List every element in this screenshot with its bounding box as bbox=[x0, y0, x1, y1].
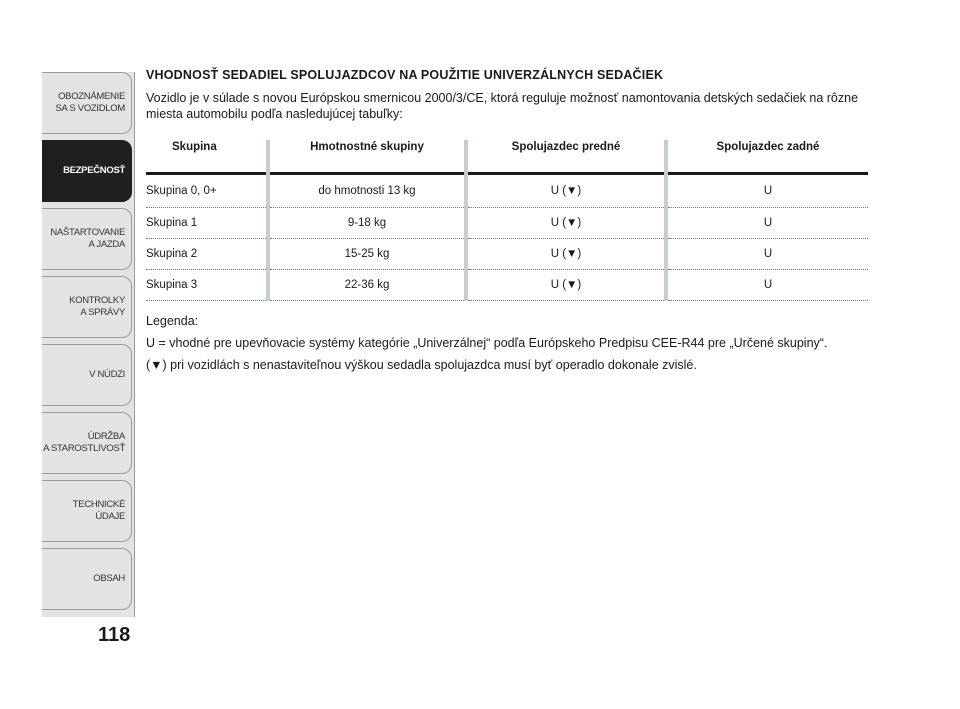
legend-title: Legenda: bbox=[146, 314, 199, 328]
header-skupina: Skupina bbox=[146, 140, 268, 174]
tab-obsah[interactable]: OBSAH bbox=[42, 548, 132, 610]
cell-weight: 15-25 kg bbox=[268, 239, 466, 270]
cell-group: Skupina 0, 0+ bbox=[146, 174, 268, 208]
cell-group: Skupina 2 bbox=[146, 239, 268, 270]
cell-front-seat: U (▼) bbox=[466, 239, 666, 270]
chapter-tabs bbox=[42, 72, 135, 617]
seat-suitability-table bbox=[146, 140, 868, 301]
legend-item-triangle: (▼) pri vozidlách s nenastaviteľnou výškou sedadla spolujazdca musí byť operadlo dokonale zvislé. bbox=[146, 358, 697, 372]
cell-weight: do hmotnosti 13 kg bbox=[268, 174, 466, 208]
table-row bbox=[146, 270, 868, 301]
tab-kontrolky[interactable]: KONTROLKY A SPRÁVY bbox=[42, 276, 132, 338]
page-title: VHODNOSŤ SEDADIEL SPOLUJAZDCOV NA POUŽITIE UNIVERZÁLNYCH SEDAČIEK bbox=[146, 68, 664, 82]
tab-oboznamenie[interactable]: OBOZNÁMENIE SA S VOZIDLOM bbox=[42, 72, 132, 134]
intro-paragraph: Vozidlo je v súlade s novou Európskou smernicou 2000/3/CE, ktorá reguluje možnosť namontovania detských sedačiek na rôzne miesta automobilu podľa nasledujúcej tabuľky: bbox=[146, 91, 859, 121]
tab-bezpecnost[interactable]: BEZPEČNOSŤ bbox=[42, 140, 132, 202]
cell-front-seat: U (▼) bbox=[466, 270, 666, 301]
cell-rear-seat: U bbox=[666, 270, 868, 301]
cell-group: Skupina 3 bbox=[146, 270, 268, 301]
main-content bbox=[146, 62, 868, 379]
table-header-row bbox=[146, 140, 868, 174]
cell-front-seat: U (▼) bbox=[466, 208, 666, 239]
cell-rear-seat: U bbox=[666, 239, 868, 270]
table-row bbox=[146, 208, 868, 239]
header-spolujazdec-zadne: Spolujazdec zadné bbox=[666, 140, 868, 174]
legend-item-u: U = vhodné pre upevňovacie systémy kategórie „Univerzálnej“ podľa Európskeho Predpisu CEE-R44 pre „Určené skupiny“. bbox=[146, 336, 828, 350]
header-hmotnostne-skupiny: Hmotnostné skupiny bbox=[268, 140, 466, 174]
cell-group: Skupina 1 bbox=[146, 208, 268, 239]
tab-nastartovanie[interactable]: NAŠTARTOVANIE A JAZDA bbox=[42, 208, 132, 270]
table-row bbox=[146, 174, 868, 208]
cell-weight: 9-18 kg bbox=[268, 208, 466, 239]
cell-weight: 22-36 kg bbox=[268, 270, 466, 301]
cell-front-seat: U (▼) bbox=[466, 174, 666, 208]
tab-v-nudzi[interactable]: V NÚDZI bbox=[42, 344, 132, 406]
legend bbox=[146, 313, 868, 373]
tab-udrzba[interactable]: ÚDRŽBA A STAROSTLIVOSŤ bbox=[42, 412, 132, 474]
cell-rear-seat: U bbox=[666, 208, 868, 239]
page-number: 118 bbox=[98, 624, 131, 646]
tab-technicke-udaje[interactable]: TECHNICKÉ ÚDAJE bbox=[42, 480, 132, 542]
table-row bbox=[146, 239, 868, 270]
cell-rear-seat: U bbox=[666, 174, 868, 208]
header-spolujazdec-predne: Spolujazdec predné bbox=[466, 140, 666, 174]
